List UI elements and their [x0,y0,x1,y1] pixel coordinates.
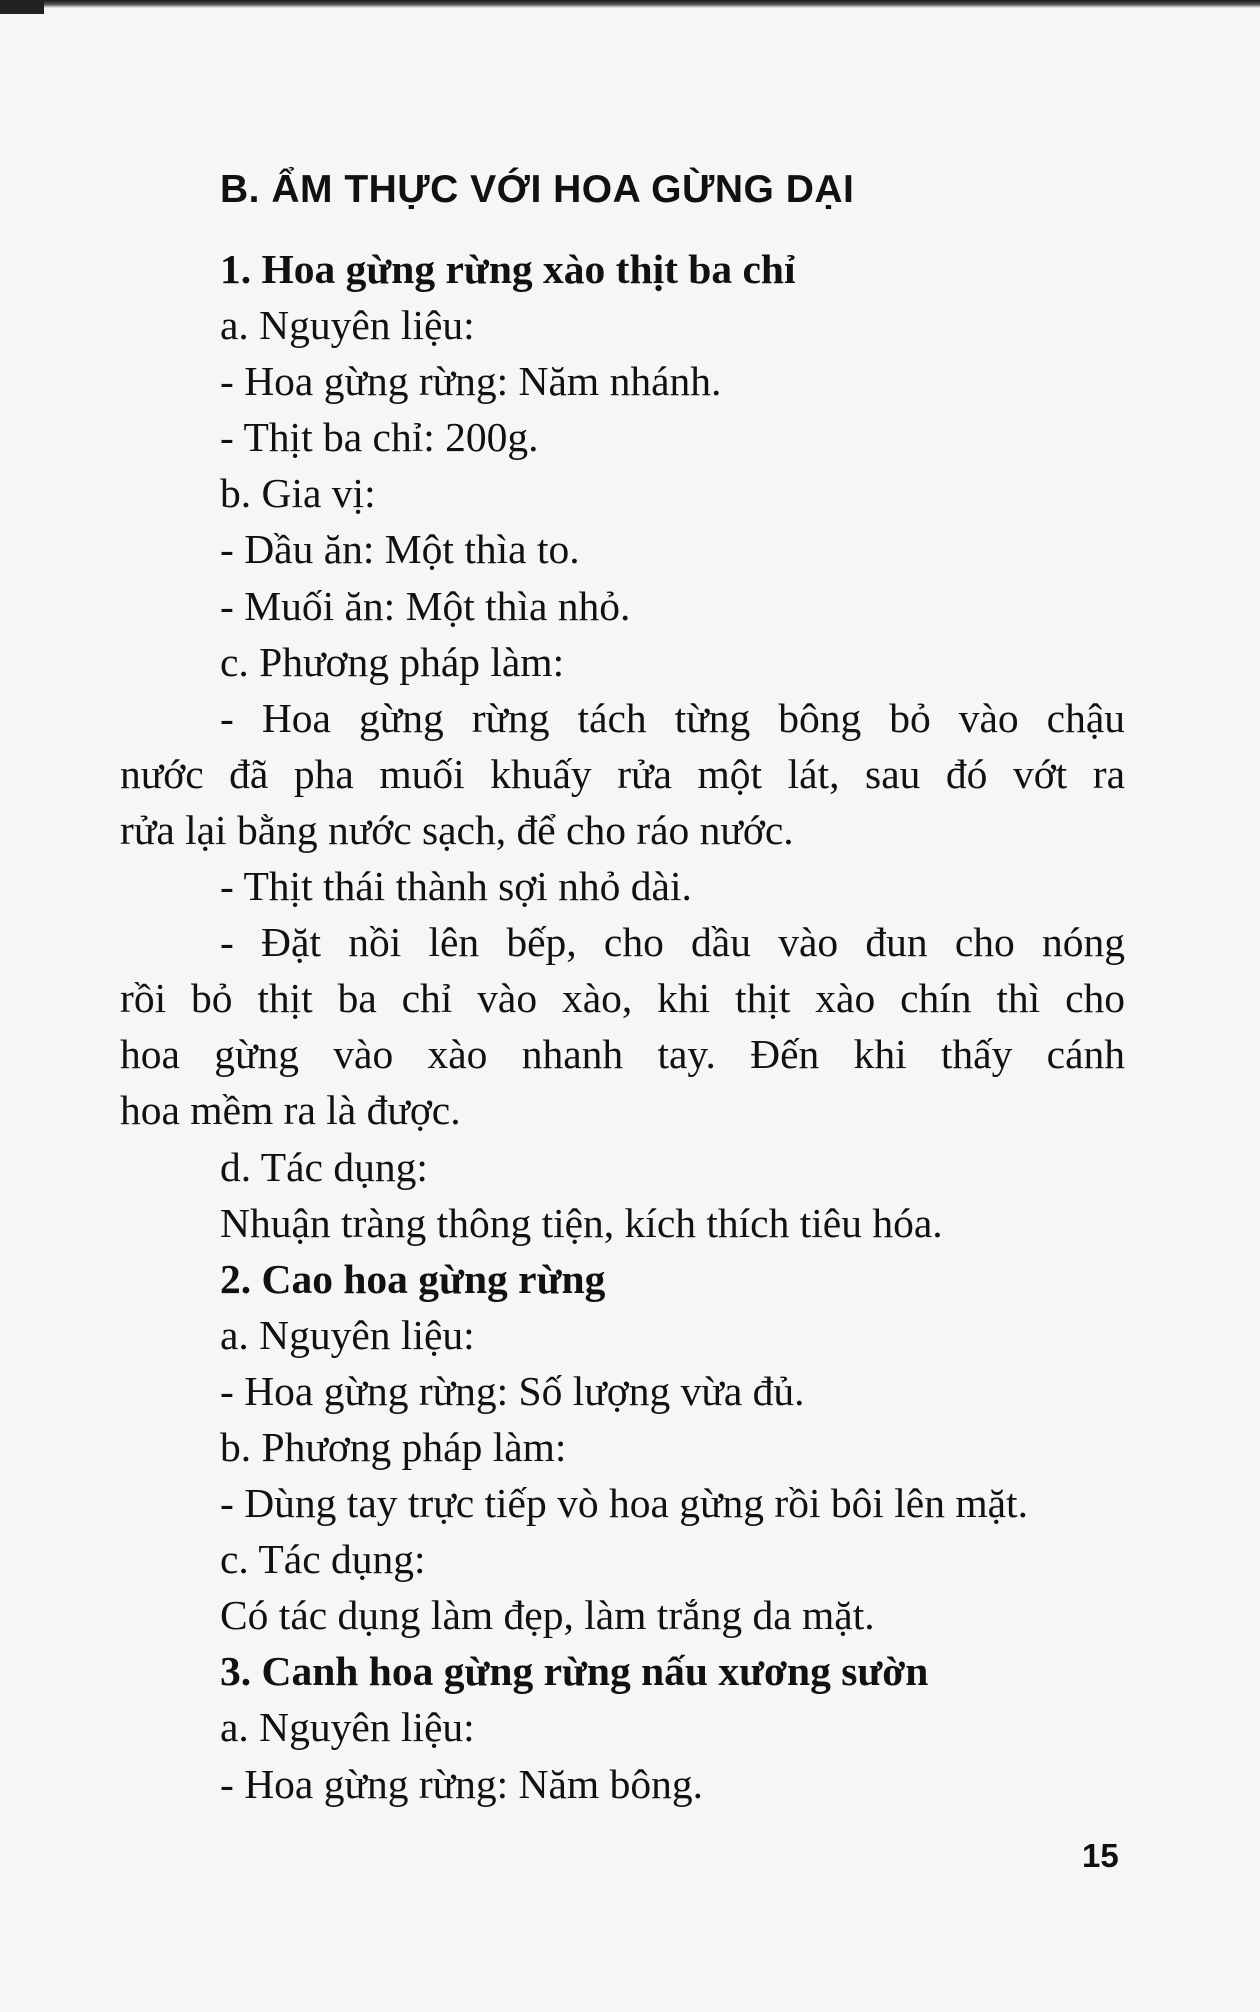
paragraph-line: rồi bỏ thịt ba chỉ vào xào, khi thịt xào chín thì cho [120,975,1125,1022]
paragraph-line: - Đặt nồi lên bếp, cho dầu vào đun cho nóng [220,919,1125,966]
subheading-method: b. Phương pháp làm: [220,1423,567,1470]
list-item: - Hoa gừng rừng: Năm nhánh. [220,358,722,405]
subheading-effect: c. Tác dụng: [220,1536,426,1583]
paragraph-line: Có tác dụng làm đẹp, làm trắng da mặt. [220,1592,875,1639]
section-title: B. ẨM THỰC VỚI HOA GỪNG DẠI [220,168,855,211]
paragraph-line: rửa lại bằng nước sạch, để cho ráo nước. [120,806,794,853]
page-number: 15 [1082,1837,1119,1874]
list-item: - Thịt ba chỉ: 200g. [220,414,539,461]
list-item: - Dầu ăn: Một thìa to. [220,526,580,573]
list-item: - Muối ăn: Một thìa nhỏ. [220,582,631,629]
list-item: - Thịt thái thành sợi nhỏ dài. [220,863,692,910]
paragraph-line: hoa mềm ra là được. [120,1087,461,1134]
recipe-heading-1: 1. Hoa gừng rừng xào thịt ba chỉ [220,246,796,292]
paragraph-line: - Hoa gừng rừng tách từng bông bỏ vào chậu [220,694,1125,741]
page-body [120,241,1125,1812]
paragraph-line: Nhuận tràng thông tiện, kích thích tiêu hóa. [220,1199,943,1246]
subheading-ingredients: a. Nguyên liệu: [220,302,475,349]
paragraph-line: nước đã pha muối khuấy rửa một lát, sau đó vớt ra [120,750,1125,797]
recipe-heading-2: 2. Cao hoa gừng rừng [220,1255,606,1302]
subheading-effect: d. Tác dụng: [220,1143,428,1190]
paragraph-line: hoa gừng vào xào nhanh tay. Đến khi thấy cánh [120,1031,1125,1078]
subheading-spices: b. Gia vị: [220,470,376,517]
recipe-heading-3: 3. Canh hoa gừng rừng nấu xương sườn [220,1648,929,1695]
subheading-ingredients: a. Nguyên liệu: [220,1311,475,1358]
list-item: - Hoa gừng rừng: Số lượng vừa đủ. [220,1367,805,1414]
list-item: - Hoa gừng rừng: Năm bông. [220,1760,703,1807]
subheading-method: c. Phương pháp làm: [220,638,565,685]
subheading-ingredients: a. Nguyên liệu: [220,1704,475,1751]
list-item: - Dùng tay trực tiếp vò hoa gừng rồi bôi lên mặt. [220,1480,1028,1527]
